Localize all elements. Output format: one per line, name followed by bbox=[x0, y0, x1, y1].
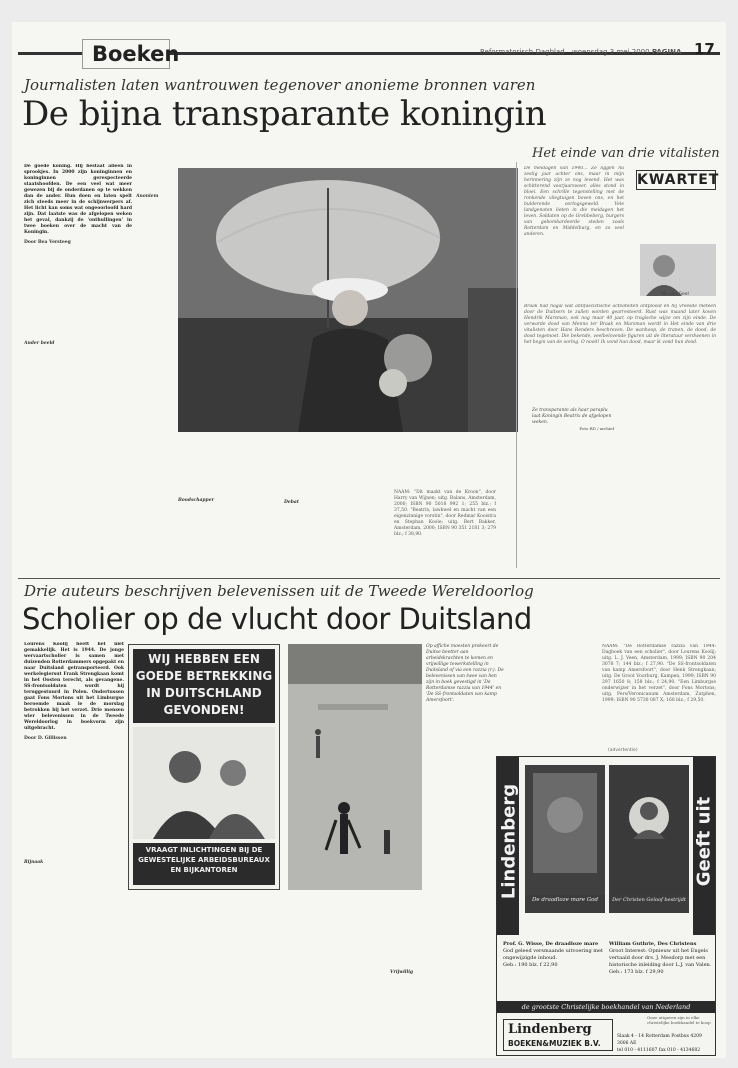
story1-photo-queen bbox=[178, 168, 518, 432]
story1-notes: NAAM: "Dit maakt van de Kroon", door Harry van Wijnen; uitg. Balans, Amsterdam, 2000; ISBN 90 5018 992 1; 255 blz.; f 37,50. "Beatrix, lawkwel en macht van een eigenzinnige vorstin", door Redmar Kooistra en Stephan Koole; uitg. Bert Bakker, Amsterdam, 2000; ISBN 90 351 2181 3; 279 blz.; f 38,90. bbox=[394, 490, 496, 537]
portrait-illustration bbox=[640, 244, 716, 296]
sidebar-title: Het einde van drie vitalisten bbox=[532, 146, 720, 161]
ad-address-line: Slaak 4 - 14 Rotterdam Postbus 4209 3006 AE bbox=[617, 1034, 702, 1046]
story2-poster-image bbox=[128, 644, 280, 890]
page-label: PAGINA bbox=[651, 48, 682, 56]
story1-column-4 bbox=[284, 436, 390, 566]
story2-subhead-vrijwillig: Vrijwillig bbox=[390, 970, 414, 975]
story1-headline: De bijna transparante koningin bbox=[22, 94, 547, 134]
story-separator bbox=[18, 578, 720, 579]
ad-company-sub: BOEKEN&MUZIEK B.V. bbox=[508, 1039, 601, 1048]
book-2-price: Geb.: 173 blz. f 29,90 bbox=[609, 969, 664, 975]
sidebar-text-top: De meidagen van 1940... Ze liggen nu zestig jaar achter ons, maar in mijn herinnering zijn ze nog levend. Het was schitterend voorjaarsweer, alles stond in bloei. Een schrille tegenstelling met de ronkende vliegtuigen boven ons, en het bulderende oorlogsgeweld. Vele landgenoten lieten in die meidagen het leven. Soldaten op de Grebbeberg, burgers van gebombardeerde steden zoals Rotterdam en Middelburg, en zo veel anderen. bbox=[524, 166, 624, 237]
story1-column-1 bbox=[24, 164, 132, 566]
quartet-label: KWARTET bbox=[637, 172, 720, 188]
ad-label: (advertentie) bbox=[608, 748, 638, 753]
book-2-title: Der Christen Geloof bestrijdt bbox=[612, 897, 686, 903]
poster-footer: VRAAGT INLICHTINGEN BIJ DE GEWESTELIJKE ARBEIDSBUREAUX EN BIJKANTOREN bbox=[133, 843, 275, 885]
story1-subhead-ander-beeld: Ander beeld bbox=[24, 341, 55, 346]
poster-line-4: GEVONDEN! bbox=[163, 703, 245, 717]
poster-header bbox=[133, 649, 275, 723]
poster-line-1: WIJ HEBBEN EEN bbox=[148, 652, 260, 666]
story1-lead: De goede koning. Hij bestaat alleen in sprookjes. In 2000 zijn koninginnen en koninginnen gerespecteerde staatshoofden. De een veel wat meer gewezen bij de onderdanen op te wekken dan de ander. Hun doen en laten spelt zich steeds meer in de schijnwerpers af. Het licht kan soms wat ongeoorloofd hard zijn. Dat laatste was de afgelopen weken het geval, dankzij de 'onthullingen' in twee boeken over de macht van de Koningin. bbox=[24, 164, 132, 235]
story2-byline: Door D. Gillissen bbox=[24, 736, 67, 741]
sidebar-text-bottom: Braak had nogal wat antifascistische activiteiten ontplooid en hij vreesde meteen door de Duitsers te zullen worden gearresteerd. Rust was maand later koven Hendrik Marsman, ook nog maar 40 jaar, op tragische wijze om zijn einde. De verwarde dood van Menno ter Braak en Marsman wordt in Het einde van drie vitalisten door Hans Renders beschreven. De wanhoop, de tranen, de dood, de dood tegemoet. Die bekende, veelbelovende figuren uit de literatuur verdwenen in het begin van de oorlog. O nooit! Ik vond hun dood, maar ik vond hun dood. bbox=[524, 304, 716, 345]
story2-headline: Scholier op de vlucht door Duitsland bbox=[22, 602, 532, 636]
date-text: woensdag 3 mei 2000 bbox=[572, 48, 650, 56]
story1-subhead-debat: Debat bbox=[284, 500, 299, 505]
ad-logo-box[interactable] bbox=[503, 1019, 613, 1051]
book-2-desc: Groot Interest: Opnieuw uit het Engels vertaald door drs. J. Mesdorp met een historische inleiding door L.J. van Valen. bbox=[609, 948, 712, 968]
story1-column-3 bbox=[178, 436, 280, 566]
issue-date bbox=[572, 48, 681, 56]
story1-subhead-anoniem: Anoniem bbox=[136, 194, 159, 199]
queen-photo-illustration bbox=[178, 168, 518, 432]
story2-lead: Lourens Koolij heeft het niet gemakkelijk. Het is 1944. De jonge wervaartscholier is samen met duizenden Rotterdammers opgepakt en naar Duitsland getransporteerd. Ook werkelegiersut Frank Strengkaan komt in het Oosten terecht, als gevangene. SS-frontsoldaten wordt hij teruggestuurd in Polen. Ondertussen gaat Fons Mortons uit het Limburgse beroemde maak le de morslag betrokken bij het verzet. Drie mensen wier belevenissen in de Tweede Wereldoorlog in boekvorm zijn uitgebracht. bbox=[24, 642, 124, 731]
story2-column-2 bbox=[128, 894, 280, 1052]
page-number: 17 bbox=[694, 40, 715, 58]
ad-book-cover-2[interactable] bbox=[609, 765, 689, 913]
ad-book-1-info bbox=[503, 941, 603, 969]
story2-notes: NAAM: "De Rotterdamse razzia van 1944: Dagboek van een scholier", door Lourens Koolij; uitg. L. J. Veen, Amsterdam, 1999; ISBN 90 204 3078 7; 144 blz.; f 27,90. "De SS-frontsoldaten van kamp Amersfoort", door Henk Strengkaan; uitg. De Groot Voorburg, Kampen, 1999; ISBN 90 297 1650 8; 158 blz.; f 24,90. "Een Limburgse onderwijzer in het verzet", door Fons Mortons; uitg. Pers/Veronicanum Amsterdam, Zutphen, 1999; ISBN 90 5730 087 X; 168 blz.; f 29,50. bbox=[602, 644, 716, 703]
story2-subhead-rijnaak: Rijnaak bbox=[24, 860, 44, 865]
story1-column-2 bbox=[136, 164, 174, 424]
story1-column-5 bbox=[394, 436, 496, 566]
ad-brand-vertical: Lindenberg bbox=[498, 783, 520, 900]
ad-company-name: Lindenberg bbox=[508, 1022, 592, 1037]
ad-geeft-uit: Geeft uit bbox=[693, 796, 715, 887]
ad-phone-line: tel 010 - 4111607 fax 010 - 4134682 bbox=[617, 1048, 701, 1053]
book-cover-1-illustration bbox=[525, 765, 605, 895]
story1-byline: Door Bea Versteeg bbox=[24, 240, 71, 245]
book-1-author: Prof. G. Wisse, De draadloze mare bbox=[503, 941, 599, 947]
poster-line-3: IN DUITSCHLAND bbox=[146, 686, 262, 700]
poster-illustration bbox=[133, 727, 275, 839]
story1-photo-caption: Ze transparante als haar paraplu laat Koningin Beatrix de afgelopen weken. bbox=[532, 408, 612, 425]
ad-book-cover-1[interactable] bbox=[525, 765, 605, 913]
ad-slogan: de grootste Christelijke boekhandel van Nederland bbox=[497, 1001, 715, 1013]
ad-address bbox=[617, 1033, 713, 1054]
story1-body-text bbox=[24, 249, 132, 339]
sidebar-portrait-photo bbox=[640, 244, 716, 296]
story2-column-1 bbox=[24, 642, 124, 1052]
story1-kicker: Journalisten laten wantrouwen tegenover anonieme bronnen varen bbox=[24, 76, 536, 94]
story1-subhead-boodschapper: Boodschapper bbox=[178, 498, 214, 503]
sidebar-divider bbox=[516, 162, 517, 568]
story2-column-3 bbox=[286, 894, 386, 1052]
story2-photo-caption: Op affiche moesten prokeert de Duitse beetter aan arbeidskrachten te komen en vrijwillige tewerkstelling in Duitsland of via een razzia (r.). De belevenissen van twee van hen zijn in boek gevestigd in 'De Rotterdamse razzia van 1944' en 'De SS-frontsoldaten van kamp Amersfoort'. bbox=[426, 644, 504, 703]
lindenberg-ad[interactable] bbox=[496, 756, 716, 1056]
book-1-title: De draadloze mare God bbox=[532, 897, 598, 903]
book-1-price: Geb.: 190 blz. f 22,90 bbox=[503, 962, 558, 968]
book-cover-2-illustration bbox=[609, 765, 689, 895]
book-1-desc: God geleed versmaande uitvoering met ongewijzigde inhoud. bbox=[503, 948, 604, 961]
poster-line-2: GOEDE BETREKKING bbox=[135, 669, 273, 683]
story2-kicker: Drie auteurs beschrijven belevenissen uit de Tweede Wereldoorlog bbox=[24, 582, 534, 600]
sidebar-photo-label: W. van Geel bbox=[662, 292, 689, 297]
story1-photo-credit: Foto RD / archief bbox=[579, 426, 614, 431]
ad-book-2-info bbox=[609, 941, 713, 976]
section-title: Boeken bbox=[92, 42, 180, 66]
story2-column-4 bbox=[390, 702, 492, 1052]
ad-small-note: Onze uitgaven zijn in elke christelijke boekhandel te koop bbox=[647, 1015, 711, 1025]
paper-name: Reformatorisch Dagblad bbox=[480, 48, 565, 56]
newspaper-page bbox=[12, 22, 726, 1058]
book-2-author: William Guthrie, Des Christens bbox=[609, 941, 697, 947]
